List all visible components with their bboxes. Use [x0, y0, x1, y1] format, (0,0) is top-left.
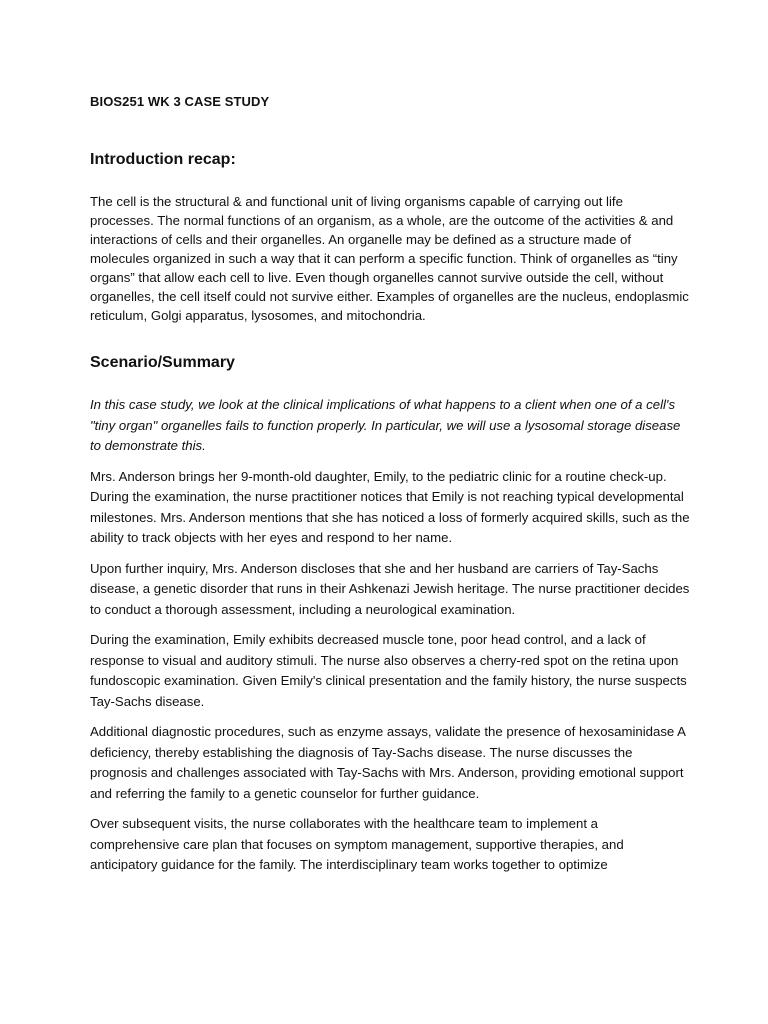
intro-paragraph: The cell is the structural & and functional unit of living organisms capable of carrying out life processes. The normal functions of an organism, as a whole, are the outcome of the activities & and interactions of cells and their organelles. An organelle may be defined as a structure made of molecules organized in such a way that it can perform a specific function. Think of organelles as “tiny organs” that allow each cell to live. Even though organelles cannot survive outside the cell, without organelles, the cell itself could not survive either. Examples of organelles are the nucleus, endoplasmic reticulum, Golgi apparatus, lysosomes, and mitochondria. [90, 194, 689, 323]
document-page [90, 94, 690, 876]
document-title: BIOS251 WK 3 CASE STUDY [90, 94, 270, 109]
intro-heading: Introduction recap: [90, 151, 236, 168]
body-paragraph-2: Upon further inquiry, Mrs. Anderson discloses that she and her husband are carriers of Tay-Sachs disease, a genetic disorder that runs in their Ashkenazi Jewish heritage. The nurse practitioner decides to conduct a thorough assessment, including a neurological examination. [90, 560, 690, 617]
body-paragraph-1: Mrs. Anderson brings her 9-month-old daughter, Emily, to the pediatric clinic for a routine check-up. During the examination, the nurse practitioner notices that Emily is not reaching typical developmental milestones. Mrs. Anderson mentions that she has noticed a loss of formerly acquired skills, such as the ability to track objects with her eyes and respond to her name. [90, 468, 690, 545]
body-paragraph-4: Additional diagnostic procedures, such as enzyme assays, validate the presence of hexosaminidase A deficiency, thereby establishing the diagnosis of Tay-Sachs disease. The nurse discusses the prognosis and challenges associated with Tay-Sachs with Mrs. Anderson, providing emotional support and referring the family to a genetic counselor for further guidance. [90, 724, 686, 801]
body-paragraph-5: Over subsequent visits, the nurse collaborates with the healthcare team to implement a comprehensive care plan that focuses on symptom management, supportive therapies, and anticipatory guidance for the family. The interdisciplinary team works together to optimize [90, 816, 624, 872]
scenario-intro-paragraph: In this case study, we look at the clinical implications of what happens to a client when one of a cell's "tiny organ" organelles fails to function properly. In particular, we will use a lysosomal storage disease to demonstrate this. [90, 397, 681, 453]
scenario-heading: Scenario/Summary [90, 354, 235, 371]
body-paragraph-3: During the examination, Emily exhibits decreased muscle tone, poor head control, and a lack of response to visual and auditory stimuli. The nurse also observes a cherry-red spot on the retina upon fundoscopic examination. Given Emily's clinical presentation and the family history, the nurse suspects Tay-Sachs disease. [90, 632, 687, 709]
